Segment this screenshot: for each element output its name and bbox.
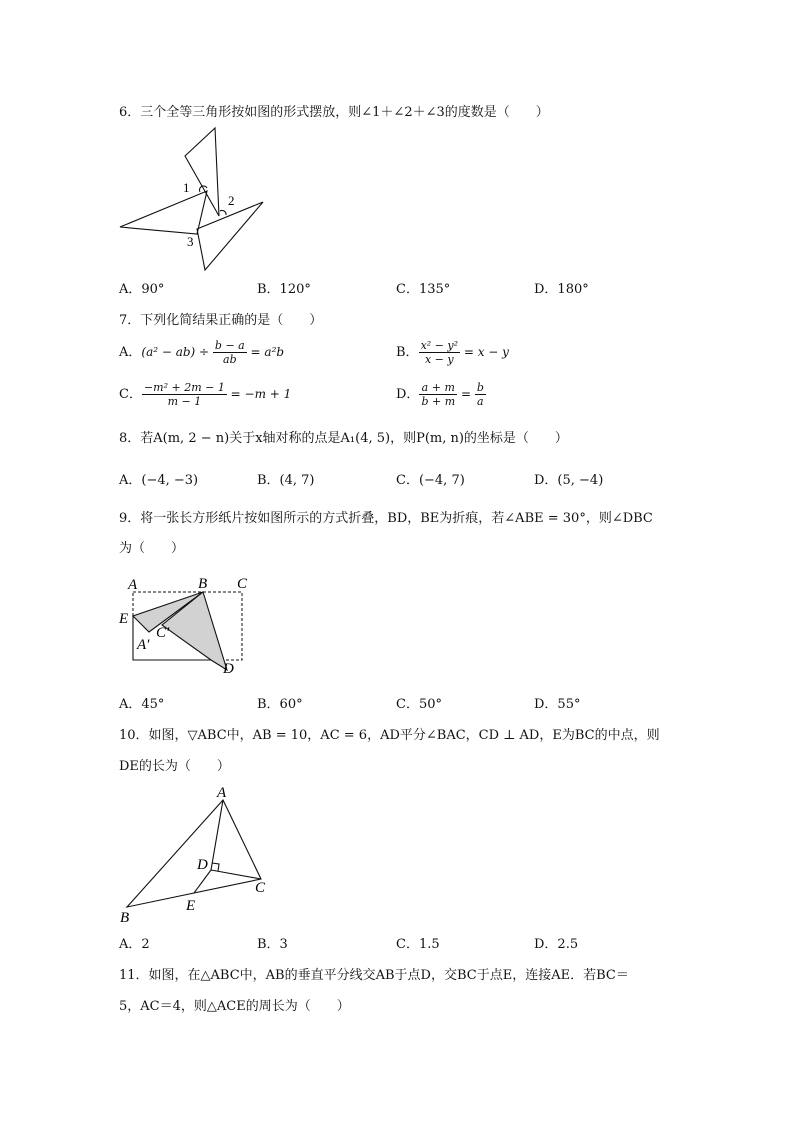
- q10-segment-ad: [211, 800, 223, 870]
- q7-a-numerator: b − a: [214, 339, 245, 352]
- question-9-text-line-1: 9．将一张长方形纸片按如图所示的方式折叠，BD，BE为折痕，若∠ABE = 30°，则∠DBC: [119, 511, 653, 526]
- question-10-text-line-2: DE的长为（ ）: [119, 759, 230, 774]
- q6-label-2: 2: [228, 193, 235, 208]
- question-9-figure: [115, 572, 260, 682]
- q10-option-d[interactable]: D．2.5: [534, 937, 579, 952]
- q7-d-numerator: a + m: [419, 381, 457, 395]
- q10-option-b[interactable]: B．3: [257, 937, 288, 952]
- q7-option-d[interactable]: [396, 381, 486, 408]
- q10-triangle-abc: [127, 800, 261, 907]
- q9-option-a[interactable]: A．45°: [119, 697, 165, 712]
- question-6-figure: [115, 125, 270, 275]
- question-11-text-line-1: 11．如图，在△ABC中，AB的垂直平分线交AB于点D，交BC于点E，连接AE．若BC＝: [119, 968, 629, 983]
- q9-option-d[interactable]: D．55°: [534, 697, 581, 712]
- question-10-figure: [115, 782, 275, 927]
- q10-option-a[interactable]: A．2: [119, 937, 150, 952]
- q6-triangle-left: [120, 191, 207, 234]
- q10-option-c[interactable]: C．1.5: [396, 937, 440, 952]
- q7-a-label: A．: [119, 345, 142, 360]
- q10-label-e: E: [186, 898, 196, 914]
- q6-option-b[interactable]: B．120°: [257, 282, 311, 297]
- q9-option-b[interactable]: B．60°: [257, 697, 303, 712]
- q10-label-c: C: [255, 880, 266, 896]
- q7-option-c[interactable]: [119, 381, 291, 408]
- q6-angle-2-arc: [220, 210, 226, 215]
- question-9-text-line-2: 为（ ）: [119, 541, 185, 556]
- q7-d-denominator-2: a: [477, 395, 484, 408]
- q7-b-denominator: x − y: [424, 353, 454, 366]
- q10-label-d: D: [197, 857, 208, 873]
- q7-option-b[interactable]: [396, 339, 509, 366]
- q9-option-c[interactable]: C．50°: [396, 697, 442, 712]
- q7-a-denominator: ab: [223, 353, 237, 366]
- q9-label-c: C: [237, 576, 248, 592]
- q8-option-a[interactable]: A．(−4, −3): [119, 473, 199, 488]
- q7-d-denominator: b + m: [421, 395, 456, 408]
- q7-b-numerator: x² − y²: [420, 339, 459, 352]
- q9-label-a-prime: A′: [137, 637, 150, 653]
- q9-label-b: B: [198, 576, 208, 592]
- q7-c-denominator: m − 1: [167, 395, 202, 408]
- q9-label-a: A: [128, 577, 138, 593]
- question-6-text: 6．三个全等三角形按如图的形式摆放，则∠1＋∠2＋∠3的度数是（ ）: [119, 105, 549, 120]
- q7-d-label: D．: [396, 387, 420, 402]
- q9-label-d: D: [223, 661, 234, 677]
- q7-b-post: = x − y: [460, 345, 509, 359]
- q7-a-pre: (a² − ab) ÷: [141, 345, 213, 359]
- q7-c-fraction: [142, 381, 227, 408]
- q6-option-a[interactable]: A．90°: [119, 282, 165, 297]
- question-8-text: 8．若A(m, 2 − n)关于x轴对称的点是A₁(4, 5)，则P(m, n)的坐标是（ ）: [119, 431, 568, 446]
- q7-d-mid: =: [457, 387, 475, 401]
- q7-b-fraction: [419, 339, 460, 366]
- question-7-text: 7．下列化简结果正确的是（ ）: [119, 313, 323, 328]
- q6-option-d[interactable]: D．180°: [534, 282, 589, 297]
- q7-option-a[interactable]: [119, 339, 284, 366]
- q10-right-angle-mark: [212, 863, 219, 871]
- question-10-text-line-1: 10．如图，▽ABC中，AB = 10，AC = 6，AD平分∠BAC，CD ⊥ AD，E为BC的中点，则: [119, 728, 660, 743]
- q10-label-b: B: [120, 910, 130, 926]
- q6-label-3: 3: [187, 234, 194, 249]
- q7-a-post: = a²b: [246, 345, 285, 359]
- q7-d-fraction: [419, 381, 457, 408]
- q7-c-post: = −m + 1: [226, 387, 292, 401]
- q10-label-a: A: [217, 785, 227, 801]
- q6-label-1: 1: [183, 180, 190, 195]
- q8-option-d[interactable]: D．(5, −4): [534, 473, 604, 488]
- q7-c-label: C．: [119, 387, 142, 402]
- q8-option-b[interactable]: B．(4, 7): [257, 473, 315, 488]
- q7-a-fraction: [213, 339, 247, 366]
- q7-b-label: B．: [396, 345, 419, 360]
- q8-option-c[interactable]: C．(−4, 7): [396, 473, 465, 488]
- q7-d-fraction-2: [475, 381, 486, 408]
- q7-d-numerator-2: b: [476, 381, 484, 394]
- q10-segment-dc: [211, 870, 261, 879]
- q6-option-c[interactable]: C．135°: [396, 282, 451, 297]
- q7-c-numerator: −m² + 2m − 1: [143, 381, 225, 394]
- q9-label-e: E: [119, 611, 129, 627]
- question-11-text-line-2: 5，AC＝4，则△ACE的周长为（ ）: [119, 999, 350, 1014]
- q6-triangle-top: [185, 128, 219, 216]
- q9-label-c-prime: C′: [156, 625, 170, 641]
- q6-triangle-right: [197, 202, 263, 270]
